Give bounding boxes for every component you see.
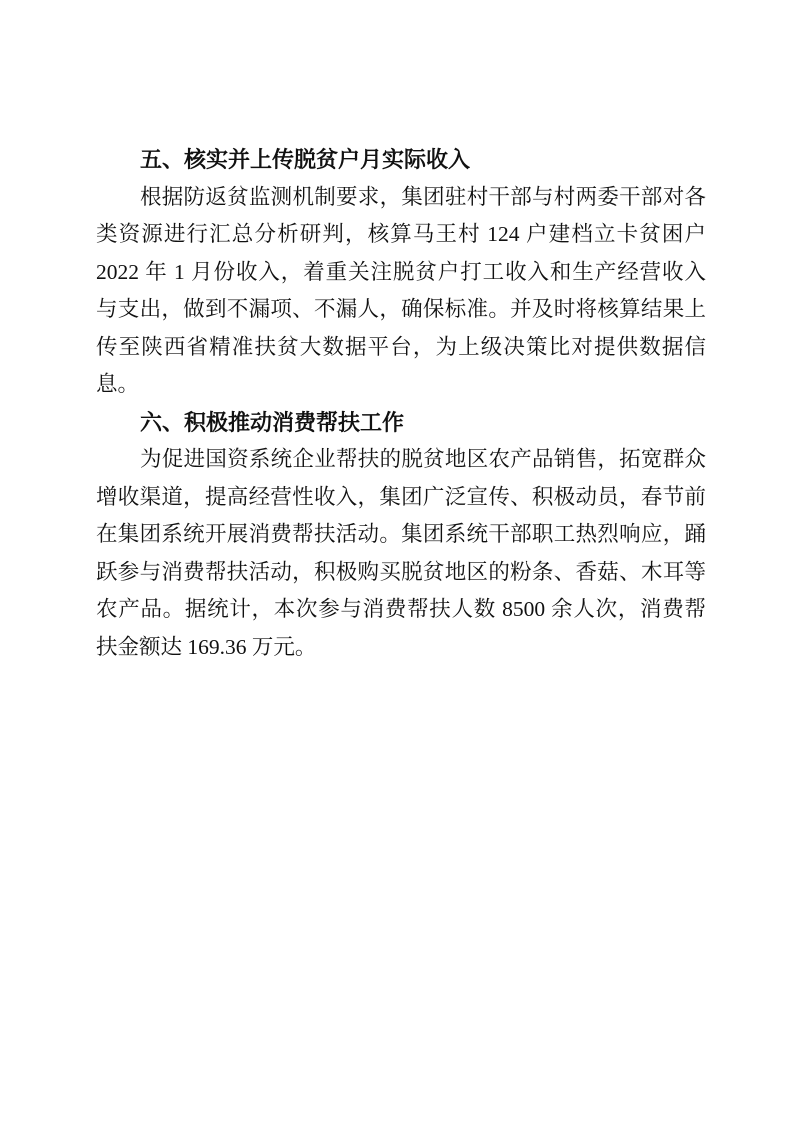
paragraph-1-line-6: 息。 [96, 372, 140, 396]
document-body [96, 141, 706, 666]
paragraph-1-line-1: 根据防返贫监测机制要求，集团驻村干部与村两委干部对各 [140, 184, 706, 209]
paragraph-1-line-5: 传至陕西省精准扶贫大数据平台，为上级决策比对提供数据信 [96, 334, 706, 359]
paragraph-1-line-3: 2022 年 1 月份收入，着重关注脱贫户打工收入和生产经营收入 [96, 259, 706, 284]
paragraph-2-line-4: 跃参与消费帮扶活动，积极购买脱贫地区的粉条、香菇、木耳等 [96, 559, 706, 584]
paragraph-2-line-6: 扶金额达 169.36 万元。 [96, 634, 317, 659]
paragraph-1-line-4: 与支出，做到不漏项、不漏人，确保标准。并及时将核算结果上 [96, 297, 706, 321]
paragraph-2-line-3: 在集团系统开展消费帮扶活动。集团系统干部职工热烈响应，踊 [96, 522, 706, 546]
section-6-heading: 六、积极推动消费帮扶工作 [140, 409, 405, 435]
paragraph-2-line-1: 为促进国资系统企业帮扶的脱贫地区农产品销售，拓宽群众 [140, 447, 706, 471]
paragraph-2-line-2: 增收渠道，提高经营性收入，集团广泛宣传、积极动员，春节前 [96, 484, 706, 509]
section-5-heading: 五、核实并上传脱贫户月实际收入 [140, 147, 471, 172]
paragraph-1-line-2: 类资源进行汇总分析研判，核算马王村 124 户建档立卡贫困户 [96, 222, 706, 246]
paragraph-2-line-5: 农产品。据统计，本次参与消费帮扶人数 8500 余人次，消费帮 [96, 597, 706, 621]
